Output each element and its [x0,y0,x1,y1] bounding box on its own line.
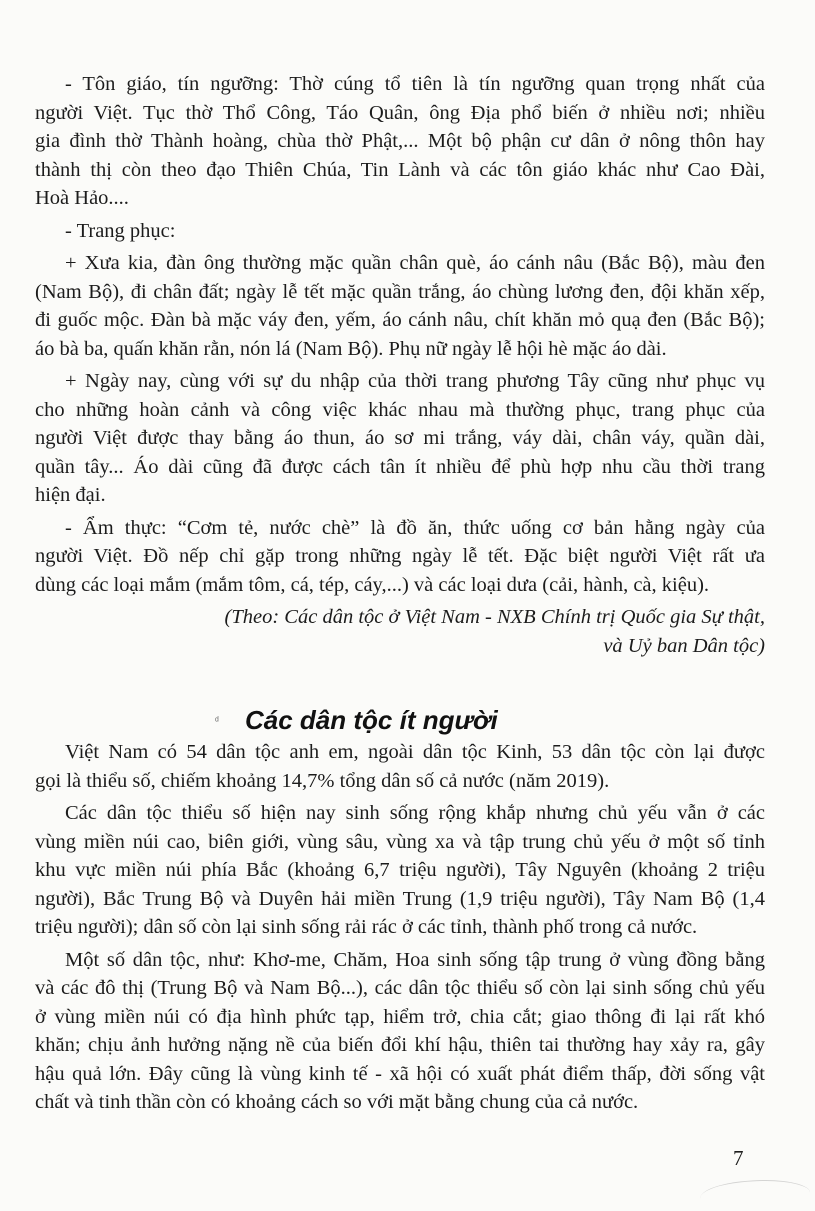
scan-smudge [700,1180,810,1211]
text-line: + Xưa kia, đàn ông thường mặc quần chân què, áo cánh nâu (Bắc Bộ), màu đen [65,252,765,274]
text-line: Hoà Hảo.... [35,187,129,209]
text-line: + Ngày nay, cùng với sự du nhập của thời trang phương Tây cũng như phục vụ [65,370,765,392]
paragraph [35,249,765,363]
text-line: hiện đại. [35,484,106,506]
page-number: 7 [733,1146,744,1170]
text-line: - Ẩm thực: “Cơm tẻ, nước chè” là đồ ăn, thức uống cơ bản hằng ngày của [65,516,765,539]
paragraph [35,367,765,510]
section-heading-text: Các dân tộc ít người [245,705,498,735]
text-line: hậu quả lớn. Đây cũng là vùng kinh tế - xã hội có xuất phát điểm thấp, đời sống vật [35,1062,765,1085]
text-line: và các đô thị (Trung Bộ và Nam Bộ...), các dân tộc thiểu số còn lại sinh sống chủ yếu [35,977,765,999]
text-line: - Tôn giáo, tín ngưỡng: Thờ cúng tổ tiên là tín ngưỡng quan trọng nhất của [65,73,765,95]
paragraph [35,217,765,246]
section-vietnamese-customs [35,70,765,599]
text-line: Việt Nam có 54 dân tộc anh em, ngoài dân tộc Kinh, 53 dân tộc còn lại được [65,741,765,763]
text-line: thành thị còn theo đạo Thiên Chúa, Tin Lành và các tôn giáo khác như Cao Đài, [35,158,765,181]
text-line: ở vùng miền núi có địa hình phức tạp, hiểm trở, chia cắt; giao thông đi lại rất khó [35,1005,765,1028]
page-body [35,70,765,1117]
paragraph [35,70,765,213]
text-line: áo bà ba, quấn khăn rằn, nón lá (Nam Bộ). Phụ nữ ngày lễ hội hè mặc áo dài. [35,337,667,360]
text-line: triệu người); dân số còn lại sinh sống rải rác ở các tỉnh, thành phố trong cả nước. [35,916,698,938]
citation [35,603,765,660]
text-line: người Việt được thay bằng áo thun, áo sơ mi trắng, váy dài, chân váy, quần dài, [35,427,765,449]
citation-line: và Uỷ ban Dân tộc) [603,634,765,657]
citation-line: (Theo: Các dân tộc ở Việt Nam - NXB Chính trị Quốc gia Sự thật, [224,606,765,628]
section-heading [35,702,765,738]
text-line: (Nam Bộ), đi chân đất; ngày lễ tết mặc quần trắng, áo chùng lương đen, đội khăn xếp, [35,280,765,303]
text-line: khăn; chịu ảnh hưởng nặng nề của biến đổi khí hậu, thiên tai thường hay xảy ra, gây [35,1034,765,1056]
text-line: Các dân tộc thiểu số hiện nay sinh sống rộng khắp nhưng chủ yếu vẫn ở các [65,802,765,824]
text-line: cho những hoàn cảnh và công việc khác nhau mà thường phục, trang phục của [35,398,765,421]
text-line: - Trang phục: [65,219,176,242]
text-line: chất và tinh thần còn có khoảng cách so với mặt bằng chung của cả nước. [35,1091,639,1113]
paragraph [35,946,765,1117]
scan-mark: ᵈ [215,716,219,727]
paragraph [35,738,765,795]
text-line: người Việt. Tục thờ Thổ Công, Táo Quân, ông Địa phổ biến ở nhiều nơi; nhiều [35,101,765,124]
text-line: gia đình thờ Thành hoàng, chùa thờ Phật,... Một bộ phận cư dân ở nông thôn hay [35,130,765,152]
text-line: người), Bắc Trung Bộ và Duyên hải miền Trung (1,9 triệu người), Tây Nam Bộ (1,4 [35,887,765,910]
paragraph [35,799,765,942]
section-ethnic-minorities [35,738,765,1117]
paragraph [35,514,765,600]
text-line: khu vực miền núi phía Bắc (khoảng 6,7 triệu người), Tây Nguyên (khoảng 2 triệu [35,859,765,881]
text-line: quần tây... Áo dài cũng đã được cách tân ít nhiều để phù hợp nhu cầu thời trang [35,455,765,478]
text-line: đi guốc mộc. Đàn bà mặc váy đen, yếm, áo cánh nâu, chít khăn mỏ quạ đen (Bắc Bộ); [35,309,765,331]
text-line: gọi là thiểu số, chiếm khoảng 14,7% tổng dân số cả nước (năm 2019). [35,769,610,792]
text-line: dùng các loại mắm (mắm tôm, cá, tép, cáy,...) và các loại dưa (cải, hành, cà, kiệu). [35,573,710,596]
text-line: người Việt. Đồ nếp chỉ gặp trong những ngày lễ tết. Đặc biệt người Việt rất ưa [35,545,765,567]
text-line: Một số dân tộc, như: Khơ-me, Chăm, Hoa sinh sống tập trung ở vùng đồng bằng [65,948,765,971]
text-line: vùng miền núi cao, biên giới, vùng sâu, vùng xa và tập trung chủ yếu ở một số tỉnh [35,830,765,853]
